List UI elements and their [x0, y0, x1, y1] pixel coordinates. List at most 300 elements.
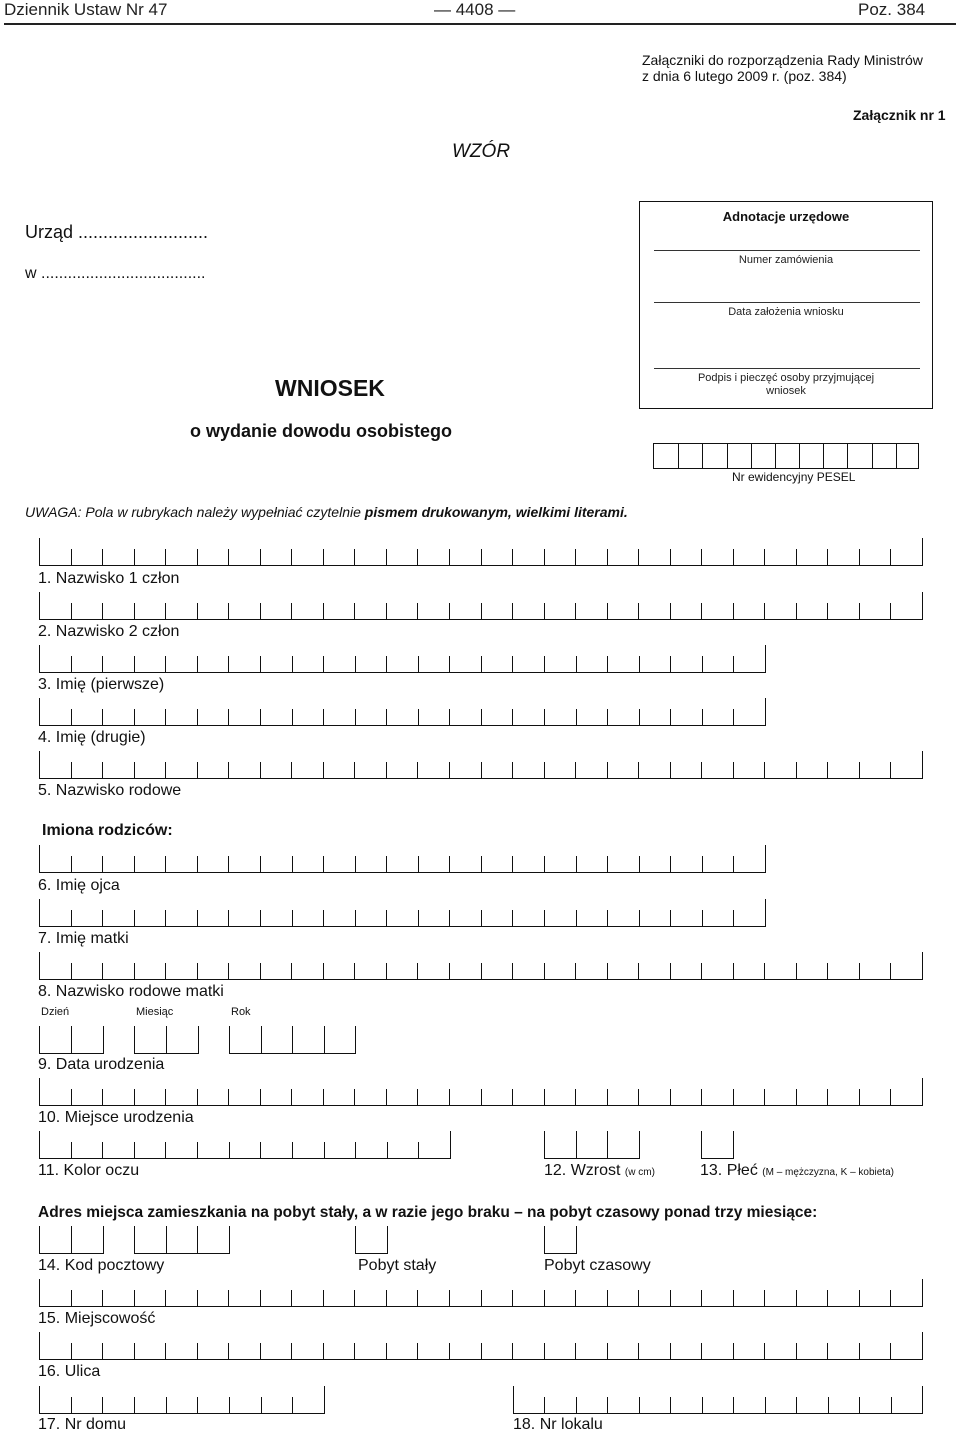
comb-divider: [607, 549, 608, 566]
comb-divider: [229, 1026, 230, 1054]
comb-divider: [922, 1332, 923, 1360]
comb-divider: [701, 762, 702, 779]
comb-divider: [292, 1026, 293, 1054]
comb-divider: [228, 1343, 229, 1360]
position-number: Poz. 384: [858, 0, 926, 19]
comb-divider: [260, 856, 261, 873]
comb-divider: [544, 1290, 545, 1307]
comb-divider: [165, 1089, 166, 1106]
family-name-input[interactable]: [39, 751, 922, 779]
street-input[interactable]: [39, 1332, 922, 1360]
comb-divider: [354, 603, 355, 620]
comb-divider: [228, 549, 229, 566]
header-rule: [4, 23, 956, 25]
comb-divider: [387, 1142, 388, 1159]
comb-divider: [449, 549, 450, 566]
comb-divider: [71, 1226, 72, 1254]
comb-divider: [890, 603, 891, 620]
comb-divider: [922, 592, 923, 620]
comb-divider: [324, 1386, 325, 1414]
comb-divider: [701, 549, 702, 566]
comb-divider: [639, 709, 640, 726]
postal-code-part-2[interactable]: [134, 1226, 229, 1254]
comb-divider: [796, 549, 797, 566]
comb-divider: [197, 549, 198, 566]
note-emphasis: pismem drukowanym, wielkimi literami.: [364, 504, 628, 520]
comb-divider: [102, 1089, 103, 1106]
comb-divider: [197, 856, 198, 873]
comb-divider: [386, 856, 387, 873]
signature-line: [654, 368, 920, 369]
comb-divider: [166, 1026, 167, 1054]
comb-divider: [39, 698, 40, 726]
comb-divider: [796, 1343, 797, 1360]
comb-divider: [701, 1131, 702, 1159]
birth-place-input[interactable]: [39, 1078, 922, 1106]
comb-divider: [418, 656, 419, 673]
comb-divider: [544, 910, 545, 927]
birth-day-input[interactable]: [39, 1026, 103, 1054]
comb-divider: [670, 549, 671, 566]
comb-divider: [891, 1397, 892, 1414]
comb-divider: [890, 963, 891, 980]
comb-divider: [544, 1089, 545, 1106]
comb-divider: [134, 1226, 135, 1254]
comb-divider: [260, 603, 261, 620]
comb-divider: [575, 762, 576, 779]
comb-divider: [670, 910, 671, 927]
birth-month-input[interactable]: [134, 1026, 198, 1054]
comb-divider: [544, 762, 545, 779]
comb-divider: [166, 1226, 167, 1254]
comb-divider: [859, 1343, 860, 1360]
comb-divider: [197, 603, 198, 620]
comb-divider: [39, 1026, 40, 1054]
date-line: [654, 302, 920, 303]
comb-baseline: [544, 1158, 639, 1159]
apartment-number-input[interactable]: [513, 1386, 922, 1414]
comb-divider: [512, 603, 513, 620]
comb-divider: [512, 1089, 513, 1106]
comb-divider: [544, 709, 545, 726]
comb-divider: [71, 910, 72, 927]
comb-divider: [228, 910, 229, 927]
mother-name-input[interactable]: [39, 899, 765, 927]
comb-divider: [481, 963, 482, 980]
comb-divider: [292, 656, 293, 673]
comb-divider: [260, 762, 261, 779]
comb-divider: [323, 1290, 324, 1307]
comb-divider: [513, 1386, 514, 1414]
comb-divider: [639, 1397, 640, 1414]
comb-baseline: [39, 872, 765, 873]
surname-2-input[interactable]: [39, 592, 922, 620]
sex-note: (M – mężczyzna, K – kobieta): [762, 1167, 894, 1178]
comb-divider: [229, 1397, 230, 1414]
comb-divider: [639, 1131, 640, 1159]
comb-divider: [228, 762, 229, 779]
comb-divider: [39, 952, 40, 980]
comb-divider: [417, 1343, 418, 1360]
comb-divider: [764, 603, 765, 620]
comb-divider: [607, 1089, 608, 1106]
comb-divider: [165, 910, 166, 927]
comb-divider: [165, 603, 166, 620]
comb-divider: [71, 856, 72, 873]
address-heading: Adres miejsca zamieszkania na pobyt stały, a w razie jego braku – na pobyt czasowy ponad trzy miesiące:: [38, 1204, 818, 1221]
comb-divider: [544, 656, 545, 673]
comb-divider: [323, 549, 324, 566]
comb-divider: [71, 603, 72, 620]
comb-divider: [102, 1290, 103, 1307]
comb-divider: [702, 910, 703, 927]
comb-baseline: [39, 672, 765, 673]
comb-divider: [418, 856, 419, 873]
comb-divider: [228, 856, 229, 873]
comb-divider: [607, 910, 608, 927]
second-name-input[interactable]: [39, 698, 765, 726]
comb-divider: [512, 656, 513, 673]
comb-divider: [39, 751, 40, 779]
comb-divider: [417, 603, 418, 620]
official-annotations-box: [639, 201, 933, 409]
comb-divider: [417, 1290, 418, 1307]
comb-divider: [827, 1290, 828, 1307]
comb-divider: [197, 1290, 198, 1307]
comb-divider: [512, 549, 513, 566]
eye-color-input[interactable]: [39, 1131, 450, 1159]
comb-divider: [481, 1290, 482, 1307]
comb-divider: [544, 963, 545, 980]
comb-divider: [670, 963, 671, 980]
comb-divider: [197, 1226, 198, 1254]
comb-divider: [639, 910, 640, 927]
comb-divider: [166, 1397, 167, 1414]
comb-divider: [607, 709, 608, 726]
comb-divider: [417, 762, 418, 779]
comb-divider: [134, 1142, 135, 1159]
comb-divider: [39, 1332, 40, 1360]
comb-divider: [102, 656, 103, 673]
comb-divider: [481, 910, 482, 927]
comb-divider: [71, 963, 72, 980]
comb-divider: [638, 603, 639, 620]
comb-divider: [827, 603, 828, 620]
comb-divider: [417, 549, 418, 566]
comb-divider: [323, 1089, 324, 1106]
comb-divider: [134, 1343, 135, 1360]
comb-divider: [796, 1397, 797, 1414]
comb-divider: [544, 856, 545, 873]
signature-label-2: wniosek: [766, 385, 806, 397]
comb-divider: [228, 1290, 229, 1307]
comb-divider: [607, 1131, 608, 1159]
office-field: Urząd ..........................: [25, 222, 209, 242]
comb-divider: [71, 762, 72, 779]
birth-year-input[interactable]: [229, 1026, 355, 1054]
comb-divider: [134, 1290, 135, 1307]
height-input[interactable]: [544, 1131, 639, 1159]
pesel-cell-divider: [775, 444, 776, 468]
comb-divider: [859, 963, 860, 980]
form-title: WNIOSEK: [275, 375, 385, 401]
comb-divider: [765, 645, 766, 673]
comb-divider: [827, 963, 828, 980]
comb-divider: [449, 910, 450, 927]
comb-divider: [512, 709, 513, 726]
eye-color-label: 11. Kolor oczu: [38, 1162, 140, 1179]
comb-divider: [607, 1290, 608, 1307]
comb-divider: [670, 656, 671, 673]
permanent-residence-checkbox[interactable]: [355, 1226, 387, 1254]
comb-divider: [638, 1343, 639, 1360]
comb-divider: [544, 603, 545, 620]
comb-divider: [134, 709, 135, 726]
comb-divider: [859, 1089, 860, 1106]
comb-divider: [260, 1142, 261, 1159]
comb-divider: [354, 762, 355, 779]
comb-divider: [386, 709, 387, 726]
comb-divider: [638, 963, 639, 980]
comb-divider: [733, 762, 734, 779]
locality-input[interactable]: [39, 1279, 922, 1307]
page-number: — 4408 —: [434, 0, 516, 19]
comb-divider: [796, 963, 797, 980]
pesel-cell-divider: [678, 444, 679, 468]
temporary-residence-label: Pobyt czasowy: [544, 1257, 651, 1274]
parents-heading: Imiona rodziców:: [42, 822, 173, 839]
postal-code-label: 14. Kod pocztowy: [38, 1257, 165, 1274]
comb-baseline: [544, 1253, 576, 1254]
comb-divider: [890, 1089, 891, 1106]
father-name-input[interactable]: [39, 845, 765, 873]
pesel-label: Nr ewidencyjny PESEL: [732, 470, 856, 484]
permanent-residence-label: Pobyt stały: [358, 1257, 437, 1274]
comb-divider: [323, 910, 324, 927]
comb-divider: [292, 856, 293, 873]
comb-divider: [355, 1026, 356, 1054]
comb-divider: [39, 1078, 40, 1106]
comb-divider: [670, 856, 671, 873]
sex-label: [700, 1162, 894, 1180]
comb-divider: [481, 1343, 482, 1360]
comb-divider: [197, 1089, 198, 1106]
comb-divider: [576, 1397, 577, 1414]
second-name-label: 4. Imię (drugie): [38, 729, 146, 746]
comb-divider: [922, 1078, 923, 1106]
comb-divider: [575, 549, 576, 566]
comb-divider: [165, 1142, 166, 1159]
journal-title: Dziennik Ustaw Nr 47: [4, 0, 168, 19]
comb-divider: [39, 592, 40, 620]
comb-divider: [670, 1343, 671, 1360]
postal-code-part-1[interactable]: [39, 1226, 103, 1254]
comb-divider: [197, 1343, 198, 1360]
birth-date-label: 9. Data urodzenia: [38, 1056, 165, 1073]
comb-divider: [386, 1343, 387, 1360]
sex-label-text: 13. Płeć: [700, 1162, 758, 1179]
comb-divider: [197, 762, 198, 779]
comb-divider: [102, 1343, 103, 1360]
comb-divider: [764, 1290, 765, 1307]
comb-divider: [607, 762, 608, 779]
comb-divider: [417, 1089, 418, 1106]
comb-divider: [291, 603, 292, 620]
mother-family-name-input[interactable]: [39, 952, 922, 980]
comb-divider: [228, 709, 229, 726]
pesel-cell-divider: [751, 444, 752, 468]
comb-divider: [354, 549, 355, 566]
comb-divider: [638, 549, 639, 566]
comb-divider: [702, 856, 703, 873]
comb-divider: [607, 963, 608, 980]
mother-family-name-label: 8. Nazwisko rodowe matki: [38, 983, 224, 1000]
comb-divider: [165, 709, 166, 726]
comb-divider: [576, 1131, 577, 1159]
comb-divider: [260, 656, 261, 673]
comb-divider: [197, 656, 198, 673]
comb-divider: [670, 1290, 671, 1307]
comb-divider: [670, 709, 671, 726]
comb-divider: [481, 856, 482, 873]
comb-divider: [39, 1279, 40, 1307]
comb-divider: [733, 1397, 734, 1414]
comb-divider: [733, 549, 734, 566]
comb-divider: [701, 603, 702, 620]
comb-divider: [165, 762, 166, 779]
comb-divider: [575, 1089, 576, 1106]
comb-divider: [544, 1226, 545, 1254]
day-label: Dzień: [41, 1006, 70, 1018]
comb-divider: [229, 1226, 230, 1254]
height-unit: (w cm): [624, 1167, 655, 1178]
comb-divider: [922, 1386, 923, 1414]
comb-divider: [733, 963, 734, 980]
comb-divider: [701, 1290, 702, 1307]
comb-divider: [417, 963, 418, 980]
comb-divider: [386, 549, 387, 566]
comb-divider: [733, 910, 734, 927]
comb-divider: [859, 1397, 860, 1414]
comb-divider: [386, 1290, 387, 1307]
comb-divider: [733, 856, 734, 873]
comb-baseline: [39, 725, 765, 726]
comb-divider: [386, 762, 387, 779]
comb-divider: [165, 549, 166, 566]
note-text: UWAGA: Pola w rubrykach należy wypełniać czytelnie: [25, 504, 365, 520]
pesel-input[interactable]: [653, 443, 919, 469]
comb-divider: [638, 762, 639, 779]
comb-divider: [449, 762, 450, 779]
comb-divider: [102, 856, 103, 873]
comb-divider: [102, 910, 103, 927]
comb-divider: [71, 1142, 72, 1159]
comb-divider: [134, 910, 135, 927]
comb-divider: [228, 963, 229, 980]
comb-divider: [134, 656, 135, 673]
comb-divider: [291, 762, 292, 779]
first-name-input[interactable]: [39, 645, 765, 673]
comb-divider: [544, 1397, 545, 1414]
comb-divider: [292, 1142, 293, 1159]
comb-divider: [764, 1343, 765, 1360]
comb-divider: [701, 1089, 702, 1106]
comb-divider: [260, 709, 261, 726]
comb-divider: [890, 549, 891, 566]
comb-divider: [354, 963, 355, 980]
pesel-cell-divider: [727, 444, 728, 468]
comb-divider: [449, 656, 450, 673]
comb-divider: [292, 910, 293, 927]
comb-divider: [449, 1343, 450, 1360]
surname-1-input[interactable]: [39, 538, 922, 566]
comb-divider: [229, 1142, 230, 1159]
comb-divider: [481, 1089, 482, 1106]
comb-divider: [165, 1290, 166, 1307]
temporary-residence-checkbox[interactable]: [544, 1226, 576, 1254]
comb-divider: [702, 709, 703, 726]
family-name-label: 5. Nazwisko rodowe: [38, 782, 182, 799]
comb-divider: [576, 856, 577, 873]
comb-divider: [733, 1343, 734, 1360]
comb-divider: [607, 856, 608, 873]
comb-divider: [291, 1290, 292, 1307]
comb-divider: [387, 1226, 388, 1254]
height-label: [544, 1162, 655, 1180]
comb-divider: [449, 856, 450, 873]
comb-divider: [512, 762, 513, 779]
comb-divider: [39, 1131, 40, 1159]
comb-divider: [103, 1026, 104, 1054]
comb-baseline: [134, 1253, 229, 1254]
comb-divider: [450, 1131, 451, 1159]
comb-divider: [386, 656, 387, 673]
comb-divider: [764, 762, 765, 779]
sex-input[interactable]: [701, 1131, 733, 1159]
comb-divider: [323, 656, 324, 673]
comb-divider: [102, 963, 103, 980]
first-name-label: 3. Imię (pierwsze): [38, 676, 165, 693]
house-number-input[interactable]: [39, 1386, 324, 1414]
comb-divider: [323, 856, 324, 873]
comb-divider: [291, 1343, 292, 1360]
comb-baseline: [39, 926, 765, 927]
comb-divider: [765, 845, 766, 873]
father-name-label: 6. Imię ojca: [38, 877, 120, 894]
regulation-line-1: Załączniki do rozporządzenia Rady Ministrów: [642, 52, 923, 68]
surname-1-label: 1. Nazwisko 1 człon: [38, 570, 180, 587]
comb-divider: [827, 762, 828, 779]
comb-divider: [102, 1397, 103, 1414]
comb-divider: [354, 1089, 355, 1106]
comb-divider: [512, 856, 513, 873]
comb-divider: [828, 1397, 829, 1414]
comb-divider: [324, 1142, 325, 1159]
comb-divider: [386, 603, 387, 620]
comb-divider: [575, 1290, 576, 1307]
comb-divider: [512, 910, 513, 927]
comb-divider: [71, 1026, 72, 1054]
comb-divider: [890, 762, 891, 779]
comb-divider: [796, 603, 797, 620]
comb-divider: [449, 1089, 450, 1106]
comb-divider: [323, 1343, 324, 1360]
comb-divider: [575, 963, 576, 980]
comb-divider: [228, 656, 229, 673]
comb-divider: [512, 963, 513, 980]
comb-divider: [639, 856, 640, 873]
comb-divider: [355, 910, 356, 927]
